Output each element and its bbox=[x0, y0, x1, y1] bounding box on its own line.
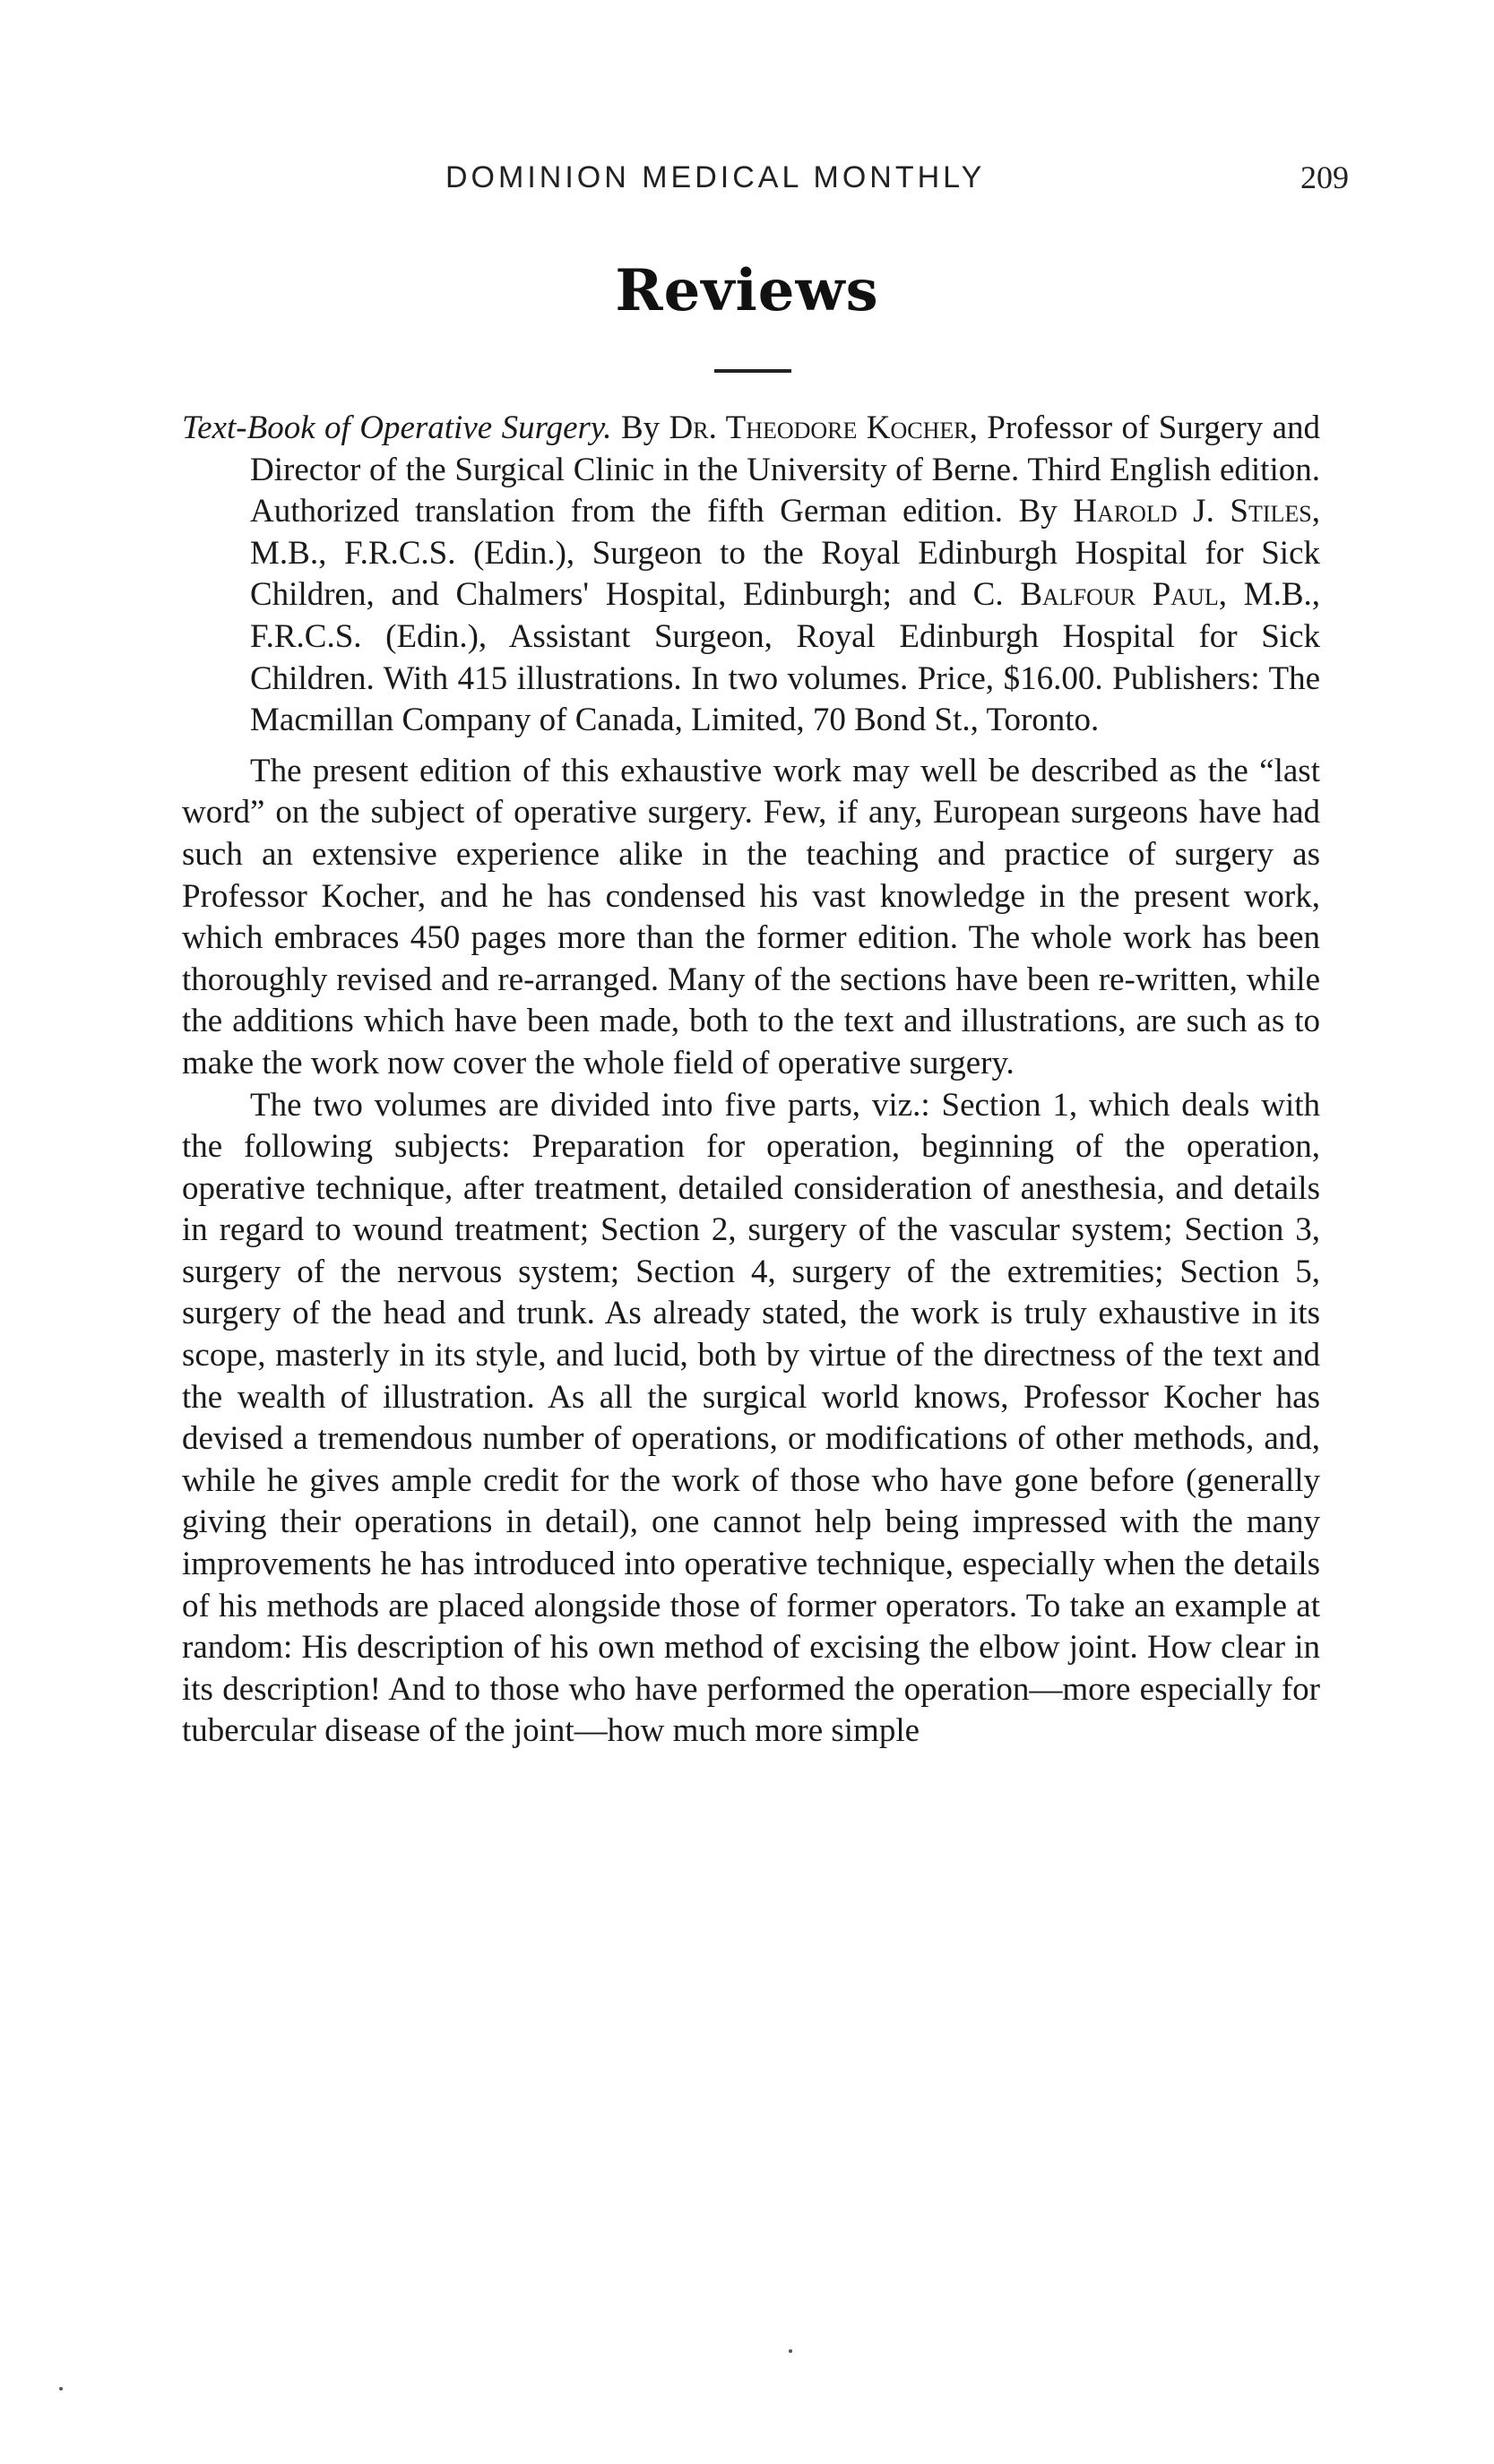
scan-speck bbox=[59, 2387, 63, 2391]
citation-by: By bbox=[611, 409, 669, 446]
author-role: , Professor of Surgery and Director of the Surgical Clinic in the University of Berne. Third English edition. Authorized translation from the fifth German edition. By bbox=[250, 409, 1320, 530]
title-rule bbox=[714, 369, 791, 373]
journal-title: DOMINION MEDICAL MONTHLY bbox=[445, 160, 986, 194]
review-paragraph-1: The present edition of this exhaustive work may well be described as the “last word” on the subject of operative surgery. Few, if any, European surgeons have had such an extensive experience alike in the teaching and practice of surgery as Professor Kocher, and he has condensed his vast knowledge in the present work, which embraces 450 pages more than the former edition. The whole work has been thoroughly revised and re-arranged. Many of the sections have been re-written, while the additions which have been made, both to the text and illustrations, are such as to make the work now cover the whole field of operative surgery. bbox=[182, 752, 1320, 1081]
review-citation bbox=[182, 408, 1320, 742]
review-paragraph-2: The two volumes are divided into five parts, viz.: Section 1, which deals with the following subjects: Preparation for operation, beginning of the operation, operative technique, after treatment, detailed consideration of anesthesia, and details in regard to wound treatment; Section 2, surgery of the vascular system; Section 3, surgery of the nervous system; Section 4, surgery of the extremities; Section 5, surgery of the head and trunk. As already stated, the work is truly exhaustive in its scope, masterly in its style, and lucid, both by virtue of the directness of the text and the wealth of illustration. As all the surgical world knows, Professor Kocher has devised a tremendous number of operations, or modifications of other methods, and, while he gives ample credit for the work of those who have gone before (generally giving their operations in detail), one cannot help being impressed with the many improvements he has introduced into operative technique, especially when the details of his methods are placed alongside those of former operators. To take an example at random: His description of his own method of excising the elbow joint. How clear in its description! And to those who have performed the operation—more especially for tubercular disease of the joint—how much more simple bbox=[182, 1086, 1320, 1750]
section-title: Reviews bbox=[615, 257, 879, 324]
translator-role-1: , M.B., F.R.C.S. (Edin.), Surgeon to the Royal Edinburgh Hospital for Sick Children, and Chalmers' Hospital, Edinburgh; and C. bbox=[250, 493, 1320, 614]
scan-speck bbox=[789, 2349, 792, 2353]
running-head bbox=[0, 158, 1494, 202]
author-name: Dr. Theodore Kocher bbox=[669, 409, 970, 446]
translator-name-2: Balfour Paul bbox=[1020, 576, 1219, 614]
translator-name-1: Harold J. Stiles bbox=[1073, 493, 1312, 530]
translator-role-2: , M.B., F.R.C.S. (Edin.), Assistant Surgeon, Royal Edinburgh Hospital for Sick Children. With 415 illustrations. In two volumes. Price, $16.00. Publishers: The Macmillan Company of Canada, Limited, 70 Bond St., Toronto. bbox=[250, 576, 1320, 739]
review-content bbox=[182, 408, 1320, 1753]
page-number: 209 bbox=[1300, 159, 1349, 195]
book-title: Text-Book of Operative Surgery. bbox=[182, 409, 612, 446]
